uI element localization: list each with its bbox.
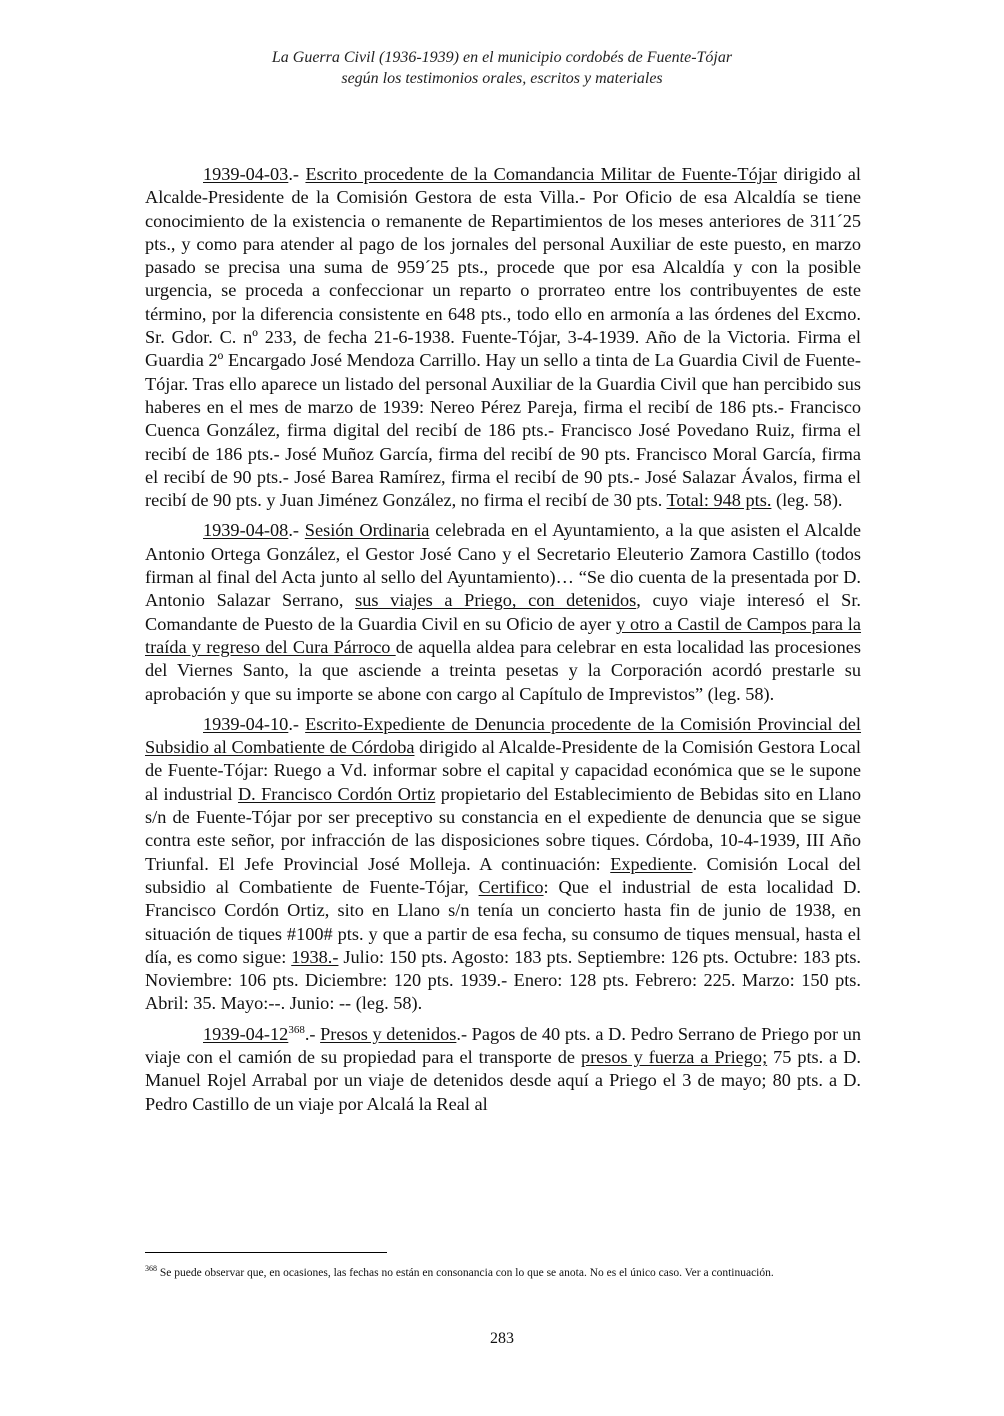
header-title-line: La Guerra Civil (1936-1939) en el municipio cordobés de Fuente-Tójar: [271, 49, 733, 66]
footnote-text: Se puede observar que, en ocasiones, las fechas no están en consonancia con lo que se anota. No es el único caso. Ver a continuación.: [157, 1267, 774, 1279]
entry-text: propietario del Establecimiento de Bebidas sito en Llano s/n de Fuente-Tójar por ser preceptivo su constancia en el expediente de denuncia que se sigue contra este señor, por infracción de las disposiciones sobre tiques. Córdoba, 10-4-1939, III Año Triunfal. El Jefe Provincial José Molleja. A continuación:: [145, 783, 861, 874]
entry-1939-04-10: [145, 713, 861, 1016]
entry-text: .-: [288, 164, 306, 184]
entry-heading: Escrito procedente de la Comandancia Militar de Fuente-Tójar: [305, 164, 777, 184]
entry-heading: Presos y detenidos: [320, 1023, 457, 1044]
entry-underlined-phrase: Certifico: [478, 876, 544, 897]
entry-text: Julio: 150 pts. Agosto: 183 pts. Septiembre: 126 pts. Octubre: 183 pts. Noviembre: 106 pts. Diciembre: 120 pts. 1939.- Enero: 128 pts. Febrero: 225. Marzo: 150 pts. Abril: 35. Mayo:--. Junio: -- (leg. 58).: [145, 946, 862, 1014]
entry-text: dirigido al Alcalde-Presidente de la Comisión Gestora Local de Fuente-Tójar: Ruego a Vd. informar sobre el capital y capacidad económica que se le supone al industrial: [145, 737, 861, 804]
entry-text: .-: [304, 1023, 321, 1044]
header-subtitle-line: según los testimonios orales, escritos y materiales: [341, 70, 663, 87]
entry-underlined-phrase: y otro a Castil de Campos para la traída y regreso del Cura Párroco: [145, 613, 862, 657]
entry-1939-04-03: [145, 163, 861, 512]
footnote: [145, 1266, 861, 1281]
footnote-divider: [145, 1252, 387, 1253]
entry-date: 1939-04-10: [203, 713, 289, 734]
entry-text: 75 pts. a D. Manuel Rojel Arrabal por un viaje de detenidos desde aquí a Priego el 3 de mayo; 80 pts. a D. Pedro Castillo de un viaje por Alcalá la Real al: [145, 1046, 862, 1114]
entry-1939-04-08: [145, 519, 861, 705]
entry-underlined-phrase: presos y fuerza a Priego;: [580, 1046, 768, 1067]
entry-text: , cuyo viaje interesó el Sr. Comandante de Puesto de la Guardia Civil en su Oficio de ayer: [145, 590, 861, 634]
entry-heading: Escrito-Expediente de Denuncia procedente de la Comisión Provincial del Subsidio al Combatiente de Córdoba: [145, 713, 862, 758]
entry-text: . Comisión Local del subsidio al Combatiente de Fuente-Tójar,: [145, 853, 861, 897]
entry-date: 1939-04-03: [203, 164, 289, 184]
entry-date: 1939-04-08: [203, 520, 289, 541]
entry-text: celebrada en el Ayuntamiento, a la que asisten el Alcalde Antonio Ortega González, el Gestor José Cano y el Secretario Eleuterio Zamora Castillo (todos firman al final del Acta junto al sello del Ayuntamiento)… “Se dio cuenta de la presentada por D. Antonio Salazar Serrano,: [145, 520, 861, 611]
entry-underlined-phrase: Expediente: [610, 853, 693, 874]
entry-underlined-phrase: D. Francisco Cordón Ortiz: [237, 783, 436, 804]
entry-text: .-: [288, 713, 306, 734]
entry-text: .- Pagos de 40 pts. a D. Pedro Serrano de Priego por un viaje con el camión de su propiedad para el transporte de: [145, 1023, 861, 1067]
entry-text: dirigido al Alcalde-Presidente de la Comisión Gestora de esta Villa.- Por Oficio de esa Alcaldía se tiene conocimiento de la existencia o remanente de Repartimientos de los meses anteriores de 311´25 pts., y como para atender al pago de los jornales del personal Auxiliar de este puesto, en marzo pasado se precisa una suma de 959´25 pts., procede que por esa Alcaldía y con la posible urgencia, se proceda a confeccionar un reparto o prorrateo entre los contribuyentes de este término, por la diferencia consistente en 648 pts., todo ello en armonía a las órdenes del Excmo. Sr. Gdor. C. nº 233, de fecha 21-6-1938. Fuente-Tójar, 3-4-1939. Año de la Victoria. Firma el Guardia 2º Encargado José Mendoza Carrillo. Hay un sello a tinta de La Guardia Civil de Fuente-Tójar. Tras ello aparece un listado del personal Auxiliar de la Guardia Civil que han percibido sus haberes en el mes de marzo de 1939: Nereo Pérez Pareja, firma el recibí de 186 pts.- Francisco Cuenca González, firma digital del recibí de 186 pts.- Francisco José Povedano Ruiz, firma el recibí de 186 pts.- José Muñoz García, firma del recibí de 90 pts. Francisco Moral García, firma el recibí de 90 pts.- José Barea Ramírez, firma el recibí de 90 pts.- José Salazar Ávalos, firma el recibí de 90 pts. y Juan Jiménez González, no firma el recibí de 30 pts.: [145, 164, 861, 511]
entry-date: 1939-04-12: [203, 1023, 289, 1044]
entry-text: : Que el industrial de esta localidad D. Francisco Cordón Ortiz, sito en Llano s/n tenía un concierto hasta fin de junio de 1938, en situación de tiques #100# pts. y que a partir de esa fecha, su consumo de tiques mensual, hasta el día, es como sigue:: [145, 876, 861, 967]
running-header: [0, 47, 1004, 89]
main-body-text: [145, 163, 861, 1123]
page-number: 283: [490, 1330, 514, 1347]
footnote-number: 368: [145, 1264, 157, 1274]
entry-total: Total: 948 pts.: [666, 490, 772, 511]
entry-1939-04-12: [145, 1023, 861, 1116]
footnote-reference[interactable]: 368: [288, 1023, 305, 1036]
entry-text: (leg. 58).: [771, 490, 843, 511]
entry-heading: Sesión Ordinaria: [304, 520, 430, 541]
entry-text: de aquella aldea para celebrar en esta localidad las procesiones del Viernes Santo, la que asciende a treinta pesetas y la Corporación acordó prestarle su aprobación y que su importe se abone con cargo al Capítulo de Imprevistos” (leg. 58).: [145, 636, 861, 704]
entry-underlined-phrase: 1938.-: [291, 946, 339, 967]
entry-text: .-: [288, 520, 305, 541]
entry-underlined-phrase: sus viajes a Priego, con detenidos: [355, 590, 637, 611]
